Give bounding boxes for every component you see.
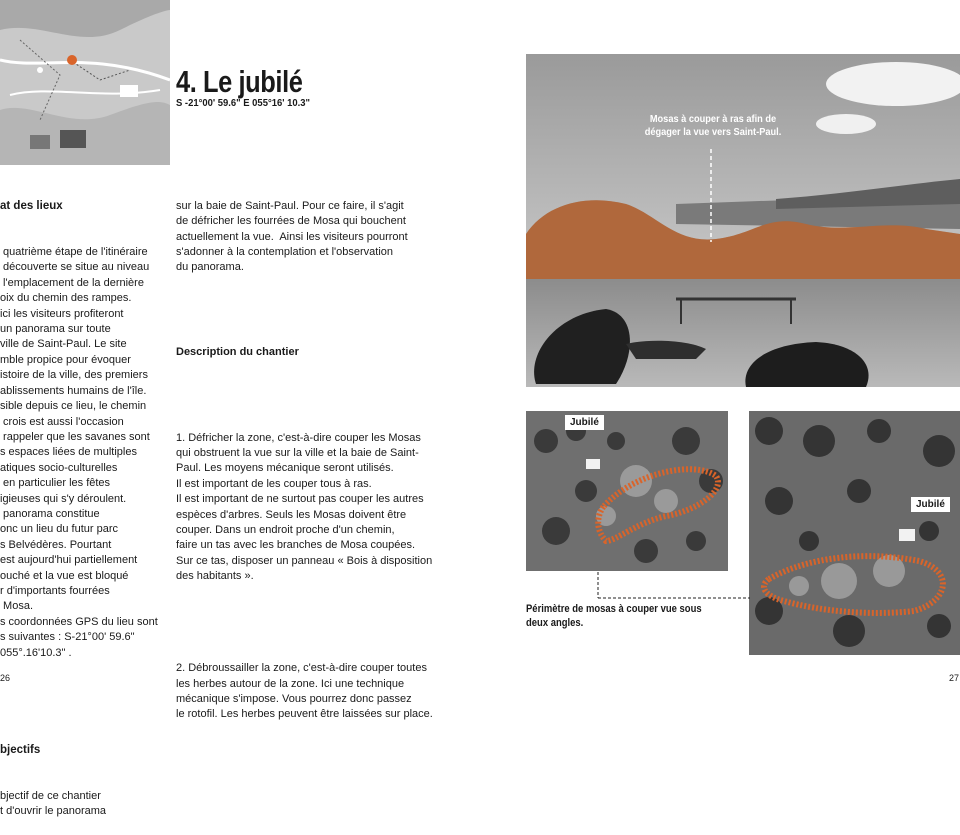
text-line: qui obstruent la vue sur la ville et la baie de Saint- xyxy=(176,446,419,459)
objectives-heading: bjectifs xyxy=(0,743,41,756)
text-line: bjectif de ce chantier xyxy=(0,789,101,802)
text-line: ville de Saint-Paul. Le site xyxy=(0,338,127,351)
perimeter-caption xyxy=(526,602,702,630)
text-line: faire un tas avec les branches de Mosa coupées. xyxy=(176,539,416,552)
step-1-paragraph xyxy=(176,431,446,585)
jubile-label-b: Jubilé xyxy=(911,497,950,512)
text-line: s'adonner à la contemplation et l'observation xyxy=(176,246,394,259)
aerial-photo-b xyxy=(749,411,960,655)
site-map-thumbnail xyxy=(0,0,170,165)
text-line: mble propice pour évoquer xyxy=(0,353,131,366)
text-line: ici les visiteurs profiteront xyxy=(0,307,124,320)
text-line: 1. Défricher la zone, c'est-à-dire couper les Mosas xyxy=(176,431,421,444)
text-line: un panorama sur toute xyxy=(0,323,111,336)
text-line: s suivantes : S-21°00' 59.6" xyxy=(0,631,135,644)
text-line: s coordonnées GPS du lieu sont xyxy=(0,615,158,628)
text-line: r d'importants fourrées xyxy=(0,584,110,597)
section-heading: at des lieux xyxy=(0,199,63,212)
text-line: onc un lieu du futur parc xyxy=(0,523,119,536)
text-line: découverte se situe au niveau xyxy=(0,261,150,274)
text-line: des habitants ». xyxy=(176,570,254,583)
text-line: quatrième étape de l'itinéraire xyxy=(0,246,148,259)
page-title: 4. Le jubilé xyxy=(176,64,303,99)
middle-intro-paragraph xyxy=(176,199,446,276)
jubile-label-a: Jubilé xyxy=(565,415,604,430)
text-line: rappeler que les savanes sont xyxy=(0,430,150,443)
text-line: est aujourd'hui partiellement xyxy=(0,554,138,567)
objectives-paragraph xyxy=(0,789,168,820)
text-line: Paul. Les moyens mécanique seront utilisés. xyxy=(176,462,394,475)
text-line: actuellement la vue. Ainsi les visiteurs pourront xyxy=(176,230,408,243)
text-line: istoire de la ville, des premiers xyxy=(0,369,148,382)
text-line: de défricher les fourrées de Mosa qui bouchent xyxy=(176,215,406,228)
text-line: Il est important de ne surtout pas couper les autres xyxy=(176,493,424,506)
text-line: sible depuis ce lieu, le chemin xyxy=(0,400,147,413)
text-line: panorama constitue xyxy=(0,507,100,520)
page-number-right: 27 xyxy=(949,673,960,683)
text-line: Il est important de les couper tous à ras. xyxy=(176,477,372,490)
text-line: sur la baie de Saint-Paul. Pour ce faire, il s'agit xyxy=(176,199,404,212)
text-line: s Belvédères. Pourtant xyxy=(0,538,112,551)
gps-coordinates: S -21°00' 59.6" E 055°16' 10.3" xyxy=(176,97,310,109)
text-line: ablissements humains de l'île. xyxy=(0,384,147,397)
page-number-left: 26 xyxy=(0,673,11,683)
text-line: atiques socio-culturelles xyxy=(0,461,118,474)
text-line: igieuses qui s'y déroulent. xyxy=(0,492,127,505)
caption-line: deux angles. xyxy=(526,617,584,629)
left-intro-paragraph xyxy=(0,245,168,661)
text-line: couper. Dans un endroit proche d'un chemin, xyxy=(176,523,395,536)
left-page-text xyxy=(0,168,168,835)
text-line: oix du chemin des rampes. xyxy=(0,292,132,305)
caption-line: Périmètre de mosas à couper vue sous xyxy=(526,603,702,615)
text-line: t d'ouvrir le panorama xyxy=(0,805,107,818)
panorama-photo xyxy=(526,54,960,387)
text-line: espèces d'arbres. Seuls les Mosas doivent être xyxy=(176,508,407,521)
text-line: crois est aussi l'occasion xyxy=(0,415,124,428)
text-line: 055°.16'10.3" . xyxy=(0,646,72,659)
text-line: le rotofil. Les herbes peuvent être laissées sur place. xyxy=(176,708,433,721)
middle-column-text xyxy=(176,168,446,738)
text-line: les herbes autour de la zone. Ici une technique xyxy=(176,677,405,690)
text-line: ouché et la vue est bloqué xyxy=(0,569,129,582)
main-photo-caption: Mosas à couper à ras afin de dégager la vue vers Saint-Paul. xyxy=(644,113,782,138)
text-line: Mosa. xyxy=(0,600,34,613)
text-line: en particulier les fêtes xyxy=(0,477,111,490)
text-line: Sur ce tas, disposer un panneau « Bois à disposition xyxy=(176,554,433,567)
step-2-paragraph xyxy=(176,661,446,723)
text-line: s espaces liées de multiples xyxy=(0,446,137,459)
aerial-photo-a xyxy=(526,411,728,571)
text-line: mécanique s'impose. Vous pourrez donc passez xyxy=(176,693,412,705)
description-heading: Description du chantier xyxy=(176,346,299,359)
text-line: l'emplacement de la dernière xyxy=(0,276,144,289)
text-line: 2. Débroussailler la zone, c'est-à-dire couper toutes xyxy=(176,662,427,675)
text-line: du panorama. xyxy=(176,261,244,274)
